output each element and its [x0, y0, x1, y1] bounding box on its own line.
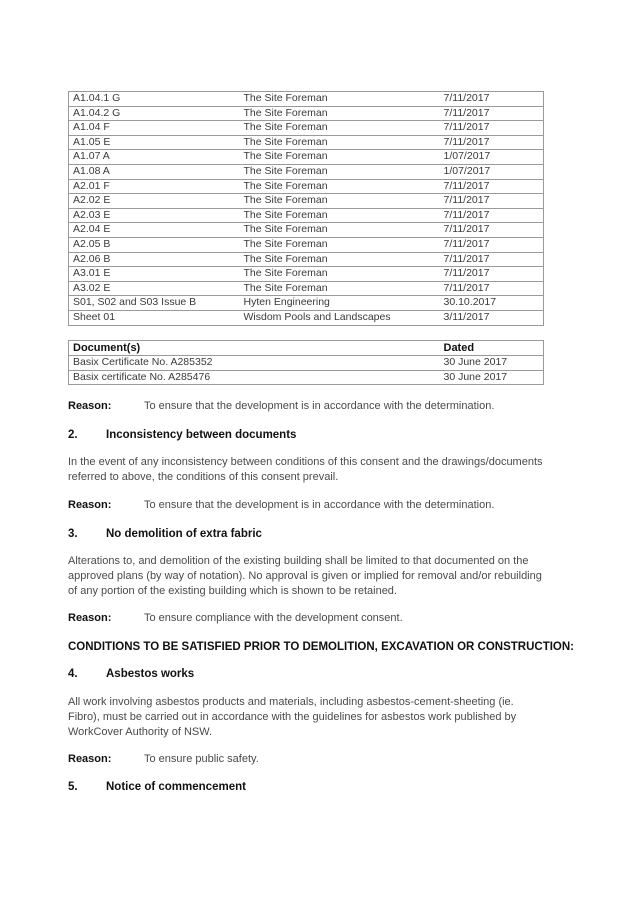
- plan-reference-cell: A3.01 E: [69, 267, 240, 282]
- plan-reference-cell: A1.04 F: [69, 121, 240, 136]
- date-cell: 1/07/2017: [440, 150, 544, 165]
- paragraph-line: approved plans (by way of notation). No approval is given or implied for removal and/or rebuilding: [68, 570, 542, 582]
- table-row: [69, 237, 544, 252]
- paragraph-line: WorkCover Authority of NSW.: [68, 726, 213, 738]
- table-header-row: [69, 341, 544, 356]
- date-cell: 1/07/2017: [440, 164, 544, 179]
- paragraph-line: In the event of any inconsistency between conditions of this consent and the drawings/documents: [68, 456, 543, 468]
- prepared-by-cell: The Site Foreman: [240, 121, 440, 136]
- table-row: [69, 150, 544, 165]
- table-row: [69, 194, 544, 209]
- prepared-by-cell: The Site Foreman: [240, 150, 440, 165]
- table-row: [69, 296, 544, 311]
- reason-label: Reason:: [68, 400, 112, 412]
- section-5-heading: [68, 781, 246, 793]
- reason-4: [68, 753, 259, 765]
- prepared-by-cell: The Site Foreman: [240, 208, 440, 223]
- date-cell: 3/11/2017: [440, 310, 544, 325]
- section-3-paragraph: [68, 554, 578, 599]
- paragraph-line: Alterations to, and demolition of the existing building shall be limited to that documented on the: [68, 555, 529, 567]
- date-cell: 7/11/2017: [440, 237, 544, 252]
- date-cell: 7/11/2017: [440, 135, 544, 150]
- section-title: Asbestos works: [106, 668, 195, 680]
- plan-reference-cell: A2.04 E: [69, 223, 240, 238]
- reason-label: Reason:: [68, 499, 112, 511]
- dated-cell: 30 June 2017: [440, 370, 544, 385]
- prepared-by-cell: The Site Foreman: [240, 237, 440, 252]
- table-row: [69, 106, 544, 121]
- conditions-heading: CONDITIONS TO BE SATISFIED PRIOR TO DEMOLITION, EXCAVATION OR CONSTRUCTION:: [68, 641, 575, 653]
- plan-reference-cell: A3.02 E: [69, 281, 240, 296]
- date-cell: 30.10.2017: [440, 296, 544, 311]
- paragraph-line: Fibro), must be carried out in accordance with the guidelines for asbestos work published by: [68, 711, 517, 723]
- plan-reference-cell: A1.05 E: [69, 135, 240, 150]
- plan-reference-cell: A2.02 E: [69, 194, 240, 209]
- plan-reference-cell: A2.06 B: [69, 252, 240, 267]
- plan-reference-cell: A1.04.1 G: [69, 92, 240, 107]
- prepared-by-cell: The Site Foreman: [240, 92, 440, 107]
- date-cell: 7/11/2017: [440, 121, 544, 136]
- reason-1: [68, 400, 494, 412]
- reason-label: Reason:: [68, 753, 112, 765]
- table-row: [69, 370, 544, 385]
- plan-reference-cell: A1.04.2 G: [69, 106, 240, 121]
- date-cell: 7/11/2017: [440, 252, 544, 267]
- table-row: [69, 164, 544, 179]
- date-cell: 7/11/2017: [440, 267, 544, 282]
- prepared-by-cell: The Site Foreman: [240, 135, 440, 150]
- prepared-by-cell: The Site Foreman: [240, 164, 440, 179]
- section-number: 4.: [68, 668, 78, 680]
- reason-text: To ensure that the development is in accordance with the determination.: [144, 499, 495, 511]
- document-cell: Basix certificate No. A285476: [69, 370, 440, 385]
- section-4-heading: [68, 668, 194, 680]
- date-cell: 7/11/2017: [440, 179, 544, 194]
- reason-text: To ensure compliance with the development consent.: [144, 612, 403, 624]
- date-cell: 7/11/2017: [440, 106, 544, 121]
- date-cell: 7/11/2017: [440, 92, 544, 107]
- plan-reference-cell: A1.07 A: [69, 150, 240, 165]
- prepared-by-cell: The Site Foreman: [240, 194, 440, 209]
- plan-reference-cell: A2.03 E: [69, 208, 240, 223]
- date-cell: 7/11/2017: [440, 194, 544, 209]
- prepared-by-cell: The Site Foreman: [240, 223, 440, 238]
- table-row: [69, 208, 544, 223]
- date-cell: 7/11/2017: [440, 223, 544, 238]
- plan-reference-cell: A1.08 A: [69, 164, 240, 179]
- reason-3: [68, 612, 403, 624]
- reason-text: To ensure public safety.: [144, 753, 259, 765]
- dated-cell: 30 June 2017: [440, 356, 544, 371]
- section-2-heading: [68, 429, 296, 441]
- document-cell: Basix Certificate No. A285352: [69, 356, 440, 371]
- prepared-by-cell: The Site Foreman: [240, 267, 440, 282]
- document-column-header: Document(s): [69, 341, 440, 356]
- table-row: [69, 281, 544, 296]
- plan-reference-cell: S01, S02 and S03 Issue B: [69, 296, 240, 311]
- reason-2: [68, 499, 494, 511]
- table-row: [69, 310, 544, 325]
- reason-text: To ensure that the development is in accordance with the determination.: [144, 400, 495, 412]
- table-row: [69, 267, 544, 282]
- section-3-heading: [68, 528, 262, 540]
- date-cell: 7/11/2017: [440, 281, 544, 296]
- section-number: 3.: [68, 528, 78, 540]
- approved-plans-table: [68, 91, 544, 326]
- prepared-by-cell: The Site Foreman: [240, 281, 440, 296]
- section-2-paragraph: [68, 455, 578, 485]
- prepared-by-cell: Hyten Engineering: [240, 296, 440, 311]
- documents-table: [68, 340, 544, 385]
- table-row: [69, 179, 544, 194]
- table-row: [69, 223, 544, 238]
- plan-reference-cell: Sheet 01: [69, 310, 240, 325]
- date-cell: 7/11/2017: [440, 208, 544, 223]
- plan-reference-cell: A2.05 B: [69, 237, 240, 252]
- section-number: 5.: [68, 781, 78, 793]
- table-row: [69, 252, 544, 267]
- table-row: [69, 121, 544, 136]
- paragraph-line: referred to above, the conditions of this consent prevail.: [68, 471, 339, 483]
- section-number: 2.: [68, 429, 78, 441]
- table-row: [69, 92, 544, 107]
- section-title: Notice of commencement: [106, 781, 246, 793]
- prepared-by-cell: The Site Foreman: [240, 252, 440, 267]
- reason-label: Reason:: [68, 612, 112, 624]
- section-title: Inconsistency between documents: [106, 429, 297, 441]
- plan-reference-cell: A2.01 F: [69, 179, 240, 194]
- section-4-paragraph: [68, 695, 578, 740]
- dated-column-header: Dated: [440, 341, 544, 356]
- prepared-by-cell: The Site Foreman: [240, 179, 440, 194]
- paragraph-line: All work involving asbestos products and materials, including asbestos-cement-sheeting (ie.: [68, 696, 514, 708]
- prepared-by-cell: The Site Foreman: [240, 106, 440, 121]
- table-row: [69, 356, 544, 371]
- paragraph-line: of any portion of the existing building which is shown to be retained.: [68, 585, 397, 597]
- table-row: [69, 135, 544, 150]
- prepared-by-cell: Wisdom Pools and Landscapes: [240, 310, 440, 325]
- section-title: No demolition of extra fabric: [106, 528, 262, 540]
